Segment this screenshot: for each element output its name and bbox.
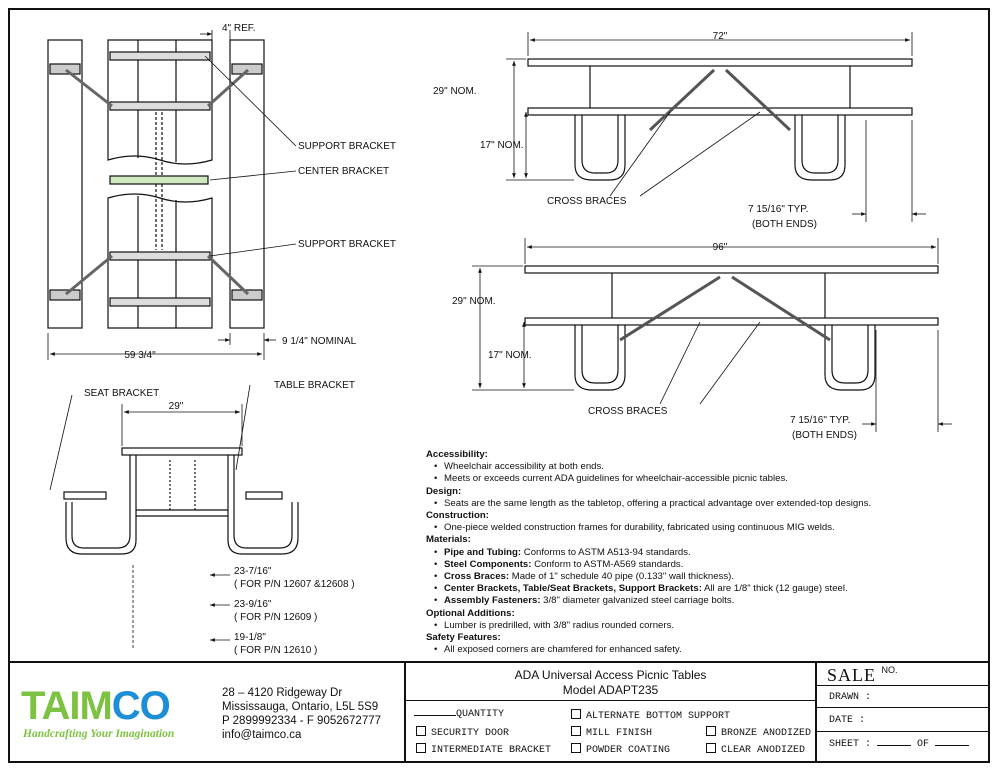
checkbox-icon [416, 743, 426, 753]
ref-label: 4" REF. [222, 23, 256, 34]
spec-item: • Center Brackets, Table/Seat Brackets, Support Brackets: All are 1/8" thick (12 gauge) steel. [426, 583, 966, 595]
support-bracket-top-label: SUPPORT BRACKET [298, 141, 396, 152]
support-bracket-bottom-label: SUPPORT BRACKET [298, 239, 396, 250]
checkbox-icon [571, 709, 581, 719]
option-powder-coating[interactable]: POWDER COATING [571, 743, 670, 756]
seat-height-72-label: 17" NOM. [480, 140, 524, 151]
option-security-door[interactable]: SECURITY DOOR [416, 726, 509, 739]
optional-heading: Optional Additions: [426, 607, 515, 619]
end-width-label: 29" [168, 401, 184, 412]
svg-text:TAIMCO: TAIMCO [21, 684, 170, 728]
dim2-label: 23-9/16" [234, 599, 272, 610]
spec-item: • All exposed corners are chamfered for enhanced safety. [426, 644, 966, 656]
dim2-note: ( FOR P/N 12609 ) [234, 612, 318, 623]
typ-96-label: 7 15/16" TYP. [790, 415, 851, 426]
spec-item: • Wheelchair accessibility at both ends. [426, 461, 966, 473]
spec-item: • Cross Braces: Made of 1" schedule 40 pipe (0.133" wall thickness). [426, 571, 966, 583]
table-bracket-label: TABLE BRACKET [274, 380, 355, 391]
side-view-96 [472, 238, 952, 432]
seat-bracket-label: SEAT BRACKET [84, 388, 160, 399]
width-59-label: 59 3/4" [124, 350, 156, 361]
checkbox-icon [571, 743, 581, 753]
logo-tagline: Handcrafting Your Imagination [23, 728, 175, 740]
option-intermediate-bracket[interactable]: INTERMEDIATE BRACKET [416, 743, 551, 756]
spec-item: • Assembly Fasteners: 3/8" diameter galvanized steel carriage bolts. [426, 595, 966, 607]
sheet-field[interactable]: SHEET : OF [829, 739, 969, 750]
height-72-label: 29" NOM. [433, 86, 477, 97]
typ-72-note: (BOTH ENDS) [752, 219, 817, 230]
nominal-label: 9 1/4" NOMINAL [282, 336, 357, 347]
company-address [222, 686, 381, 742]
cross-braces-96-label: CROSS BRACES [588, 406, 668, 417]
product-title: ADA Universal Access Picnic Tables [514, 668, 707, 682]
spec-item: • One-piece welded construction frames for durability, fabricated using continuous MIG welds. [426, 522, 966, 534]
spec-item: • Meets or exceeds current ADA guidelines for wheelchair-accessible picnic tables. [426, 473, 966, 485]
end-view [50, 385, 298, 650]
option-alternate-bottom-support[interactable]: ALTERNATE BOTTOM SUPPORT [571, 709, 730, 722]
checkbox-icon [706, 743, 716, 753]
option-bronze-anodized[interactable]: BRONZE ANODIZED [706, 726, 811, 739]
side-view-72 [506, 32, 926, 222]
dim3-note: ( FOR P/N 12610 ) [234, 645, 318, 656]
length-72-label: 72" [712, 31, 728, 42]
spec-item: • Pipe and Tubing: Conforms to ASTM A513-94 standards. [426, 547, 966, 559]
option-mill-finish[interactable]: MILL FINISH [571, 726, 652, 739]
spec-notes [426, 449, 966, 656]
spec-item: • Seats are the same length as the tabletop, offering a practical advantage over extended-top designs. [426, 498, 966, 510]
dim1-label: 23-7/16" [234, 566, 272, 577]
typ-72-label: 7 15/16" TYP. [748, 204, 809, 215]
seat-height-96-label: 17" NOM. [488, 350, 532, 361]
checkbox-icon [416, 726, 426, 736]
design-heading: Design: [426, 485, 462, 497]
sale-block [817, 661, 990, 763]
address-line: Mississauga, Ontario, L5L 5S9 [222, 701, 379, 713]
center-bracket-label: CENTER BRACKET [298, 166, 390, 177]
spec-item: • Lumber is predrilled, with 3/8" radius rounded corners. [426, 620, 966, 632]
checkbox-icon [571, 726, 581, 736]
length-96-label: 96" [712, 242, 728, 253]
checkbox-icon [706, 726, 716, 736]
quantity-field[interactable]: QUANTITY [414, 709, 504, 720]
height-96-label: 29" NOM. [452, 296, 496, 307]
address-line: 28 – 4120 Ridgeway Dr [222, 687, 343, 699]
typ-96-note: (BOTH ENDS) [792, 430, 857, 441]
dim3-label: 19-1/8" [234, 632, 266, 643]
materials-heading: Materials: [426, 534, 471, 546]
date-field[interactable]: DATE : [829, 715, 866, 726]
sale-label: SALE $^{NO.}$ [827, 665, 898, 685]
title-options-panel [404, 661, 817, 763]
phone-fax: P 2899992334 - F 9052672777 [222, 715, 382, 727]
option-clear-anodized[interactable]: CLEAR ANODIZED [706, 743, 805, 756]
accessibility-heading: Accessibility: [426, 449, 488, 460]
top-view [48, 30, 296, 360]
construction-heading: Construction: [426, 510, 489, 522]
drawn-field[interactable]: DRAWN : [829, 692, 872, 703]
model-number: Model ADAPT235 [562, 683, 659, 697]
email-link[interactable]: info@taimco.ca [222, 729, 302, 741]
dim1-note: ( FOR P/N 12607 &12608 ) [234, 579, 355, 590]
taimco-logo [17, 681, 217, 741]
spec-item: • Steel Components: Conform to ASTM-A569 standards. [426, 559, 966, 571]
cross-braces-72-label: CROSS BRACES [547, 196, 627, 207]
safety-heading: Safety Features: [426, 632, 501, 644]
